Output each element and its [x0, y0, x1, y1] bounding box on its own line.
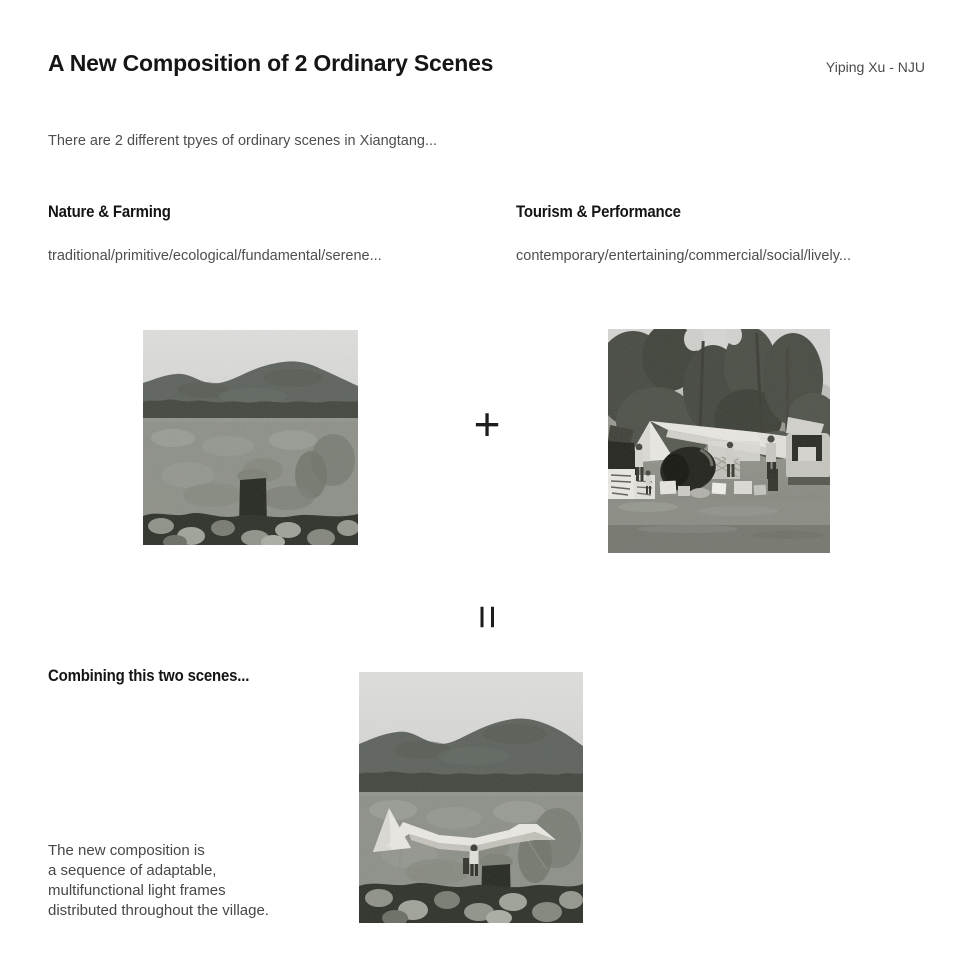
- author-credit: Yiping Xu - NJU: [825, 59, 925, 75]
- result-description-line: distributed throughout the village.: [48, 902, 269, 919]
- page-title: A New Composition of 2 Ordinary Scenes: [48, 50, 494, 76]
- tourism-performance-heading: Tourism & Performance: [516, 202, 681, 221]
- equals-operator: =: [464, 604, 511, 630]
- tourism-photo: [608, 329, 830, 553]
- plus-operator: +: [473, 398, 501, 450]
- result-description-line: multifunctional light frames: [48, 882, 226, 899]
- nature-keywords: traditional/primitive/ecological/fundamental/serene...: [48, 248, 382, 264]
- intro-text: There are 2 different tpyes of ordinary scenes in Xiangtang...: [48, 133, 438, 149]
- result-description: [48, 841, 269, 921]
- combined-photo: [359, 672, 583, 923]
- result-description-line: a sequence of adaptable,: [48, 862, 217, 879]
- nature-farming-heading: Nature & Farming: [48, 202, 171, 221]
- result-heading: Combining this two scenes...: [48, 666, 250, 685]
- result-description-line: The new composition is: [48, 842, 205, 859]
- tourism-keywords: contemporary/entertaining/commercial/social/lively...: [516, 248, 851, 264]
- nature-photo: [143, 330, 358, 545]
